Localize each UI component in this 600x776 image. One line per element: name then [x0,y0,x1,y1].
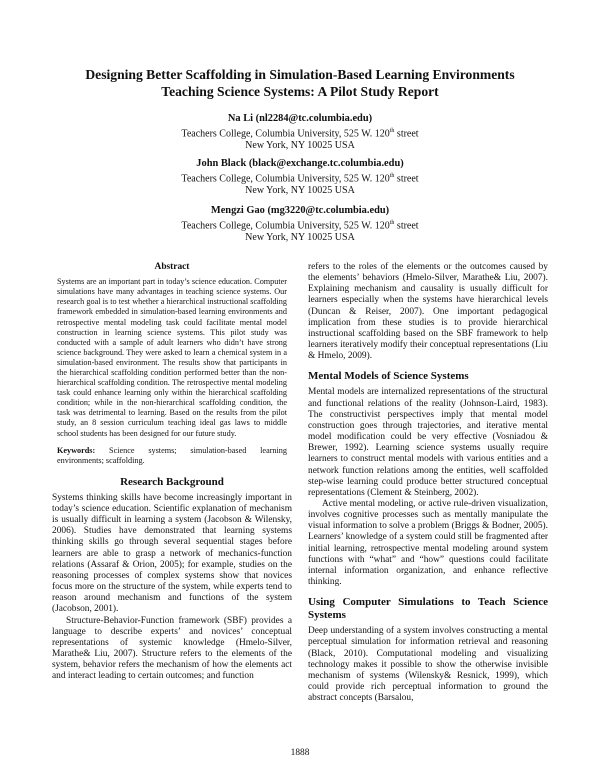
author-block-2 [100,158,500,197]
keywords: Keywords: Science systems; simulation-based learning environments; scaffolding. [57,445,287,465]
author-block-1 [100,113,500,152]
title-line-1: Designing Better Scaffolding in Simulation-Based Learning Environments [85,67,515,82]
author-city: New York, NY 10025 USA [245,232,355,244]
author-affiliation: Teachers College, Columbia University, 525 W. 120th street [181,173,419,185]
paper-title [40,66,560,100]
abstract-text: Systems are an important part in today’s science education. Computer simulations have many advantages in teaching science systems. Our research goal is to test whether a hierarchical instructional scaffolding framework embedded in simulation-based learning environments and retrospective mental modeling task could facilitate mental model construction in learning science systems. This pilot study was conducted with a sample of adult learners who didn’t have strong science background. They were asked to learn a chemical system in a simulation-based environment. The results show that participants in the hierarchical scaffolding condition performed better than the non-hierarchical scaffolding condition. The retrospective mental modeling task could enhance learning only within the hierarchical scaffolding condition; while in the non-hierarchical scaffolding condition, the task was detrimental to learning. Based on the results from the pilot study, an 8 session curriculum teaching ideal gas laws to middle school students has been designed for our future study. [57,277,287,438]
author-city: New York, NY 10025 USA [245,185,355,197]
right-column [308,262,548,704]
author-city: New York, NY 10025 USA [245,140,355,152]
abstract-heading: Abstract [154,262,190,272]
paragraph: Structure-Behavior-Function framework (SBF) provides a language to describe experts’ and novices’ conceptual representations of systemic knowledge (Hmelo-Silver, Marathe& Liu, 2007). Structure refers to the elements of the system, behavior refers the mechanism of how the elements act and interact leading to certain outcomes; and function [52,615,292,682]
author-name: Na Li (nl2284@tc.columbia.edu) [227,113,373,124]
title-line-2: Teaching Science Systems: A Pilot Study Report [161,84,439,99]
left-column [52,262,292,683]
abstract-body [52,277,292,466]
author-affiliation: Teachers College, Columbia University, 525 W. 120th street [181,220,419,232]
author-name: Mengzi Gao (mg3220@tc.columbia.edu) [210,205,390,216]
paragraph: Deep understanding of a system involves constructing a mental perceptual simulation for information retrieval and reasoning (Black, 2010). Computational modeling and visualizing technology makes it possible to show the otherwise invisible mechanism of systems (Wilensky& Resnick, 1999), which could provide rich perceptual information to ground the abstract concepts (Barsalou, [308,626,548,704]
author-affiliation: Teachers College, Columbia University, 525 W. 120th street [181,128,419,140]
author-block-3 [100,205,500,244]
paragraph: refers to the roles of the elements or the outcomes caused by the elements’ behaviors (Hmelo-Silver, Marathe& Liu, 2007). Explaining mechanism and causality is usually difficult for learners especially when the systems have hierarchical levels (Duncan & Reiser, 2007). One important pedagogical implication from these studies is to provide hierarchical instructional scaffolding based on the SBF framework to help learners iteratively modify their conceptual representations (Liu & Hmelo, 2009). [308,262,548,362]
simulations-heading: Using Computer Simulations to Teach Science Systems [308,596,548,622]
paragraph: Active mental modeling, or active rule-driven visualization, involves cognitive processes such as mentally manipulate the visual information to solve a problem (Briggs & Bodner, 2005). Learners’ knowledge of a system could still be fragmented after initial learning, retrospective mental modeling around system functions with “what” and “how” questions could facilitate internal information organization, and enhance reflective thinking. [308,498,548,588]
research-background-heading: Research Background [120,475,224,488]
paragraph: Mental models are internalized representations of the structural and functional relations of the reality (Johnson-Laird, 1983). The constructivist perspectives imply that mental model construction goes through trajectories, and iterative mental model modification could be very effective (Vosniadou & Brewer, 1992). Learning science systems usually require learners to construct mental models with various entities and a network function relations among the entities, well scaffolded step-wise learning could produce better structured conceptual representations (Clement & Steinberg, 2002). [308,387,548,498]
author-name: John Black (black@exchange.tc.columbia.edu) [196,158,404,169]
mental-models-heading: Mental Models of Science Systems [308,370,469,383]
paragraph: Systems thinking skills have become increasingly important in today’s science education. Scientific explanation of mechanism is usually difficult in learning a system (Jacobson & Wilensky, 2006). Studies have demonstrated that learning systems thinking skills go through several sequential stages before learners are able to grasp a network of mechanics-function relations (Assaraf & Orion, 2005); for example, studies on the reasoning processes of complex systems show that novices focus more on the structure of the system, while experts tend to reason around mechanism and functions of the system (Jacobson, 2001). [52,492,292,615]
page-number: 1888 [290,748,310,758]
